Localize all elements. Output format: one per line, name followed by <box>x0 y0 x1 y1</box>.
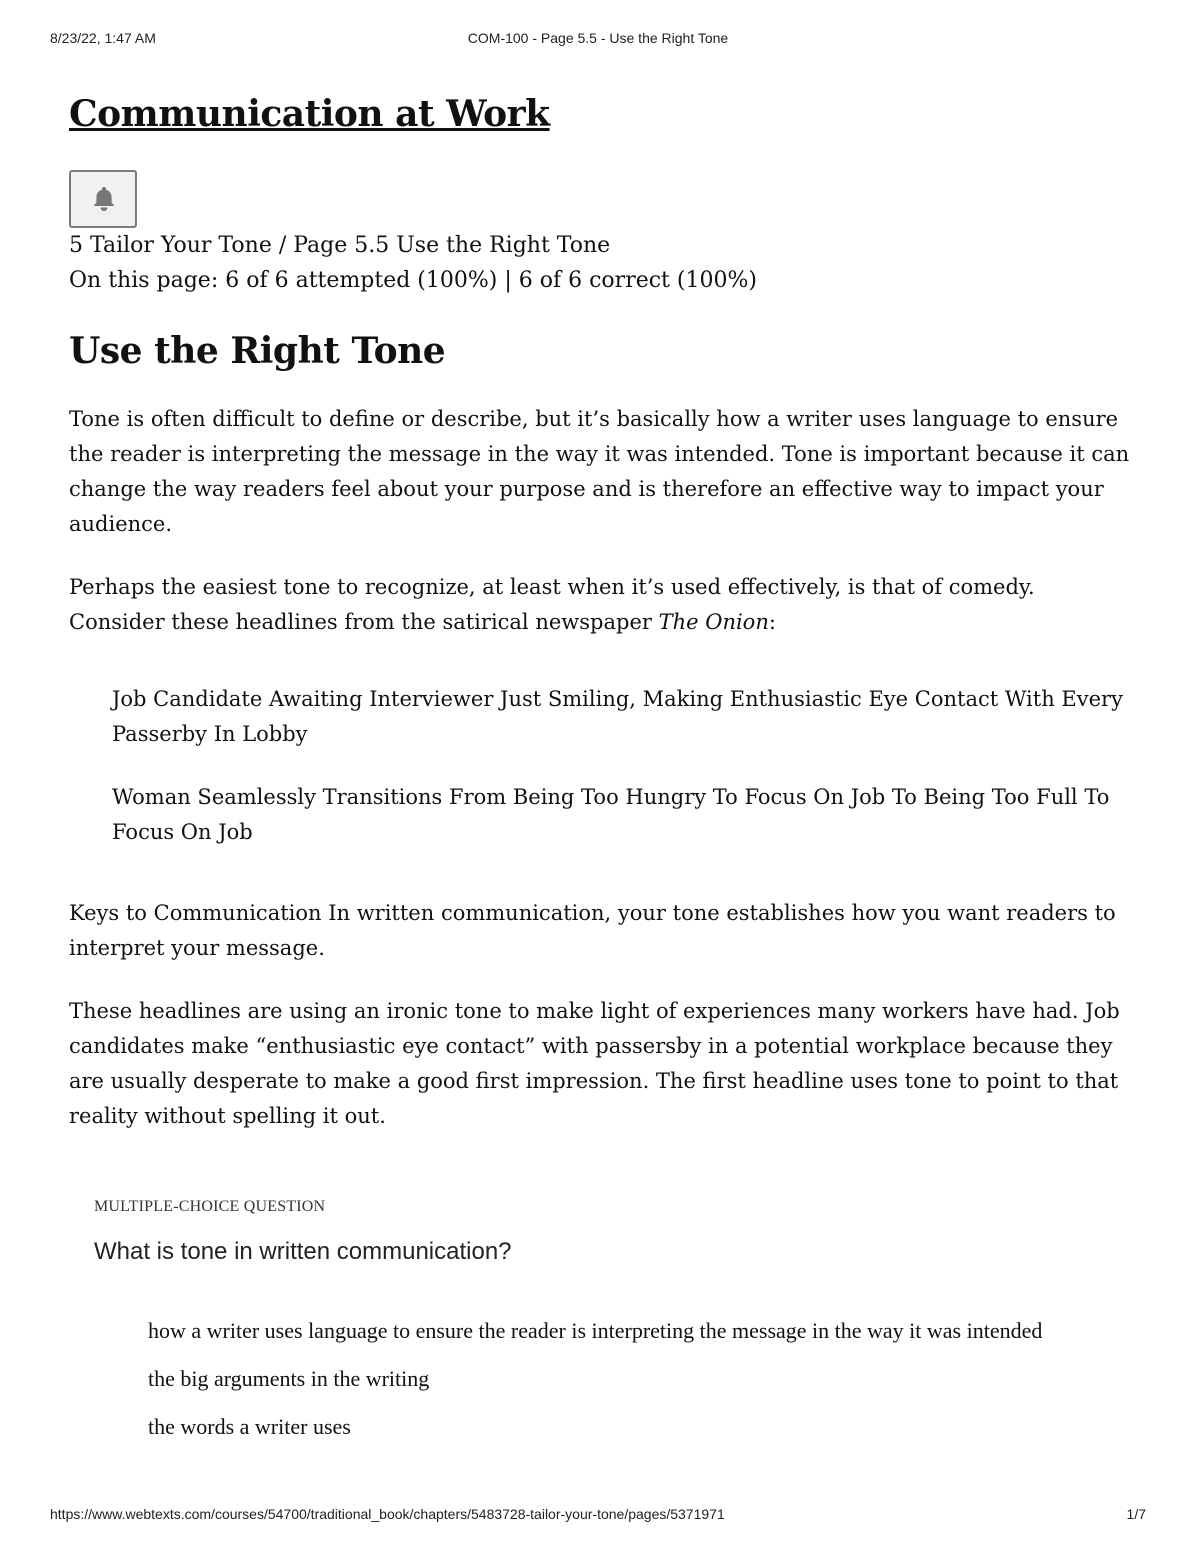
paragraph-tone-definition: Tone is often difficult to define or describe, but it’s basically how a writer uses language to ensure the reader is interpreting the message in the way it was intended. Tone is important because it can change the way readers feel about your purpose and is therefore an effective way to impact your audience. <box>69 407 1130 536</box>
answer-option[interactable]: how a writer uses language to ensure the reader is interpreting the message in the way it was intended <box>148 1318 1043 1343</box>
bell-icon <box>90 185 118 213</box>
answer-options <box>148 1312 1078 1446</box>
book-title-link[interactable]: Communication at Work <box>69 93 550 135</box>
answer-option[interactable]: the words a writer uses <box>148 1414 351 1439</box>
page-content <box>69 88 1134 1134</box>
headline-quotes <box>112 682 1134 850</box>
paragraph-comedy-suffix: : <box>768 610 776 634</box>
breadcrumb: 5 Tailor Your Tone / Page 5.5 Use the Right Tone <box>69 233 611 258</box>
paragraph-comedy-intro <box>69 570 1134 640</box>
multiple-choice-question <box>94 1198 1094 1456</box>
headline-quote: Job Candidate Awaiting Interviewer Just Smiling, Making Enthusiastic Eye Contact With Every Passerby In Lobby <box>112 687 1123 746</box>
page-progress-status: On this page: 6 of 6 attempted (100%) | 6 of 6 correct (100%) <box>69 268 757 293</box>
print-url: https://www.webtexts.com/courses/54700/traditional_book/chapters/5483728-tailor-your-tone/pages/5371971 <box>50 1506 725 1522</box>
print-datetime: 8/23/22, 1:47 AM <box>50 30 156 46</box>
headline-quote: Woman Seamlessly Transitions From Being Too Hungry To Focus On Job To Being Too Full To Focus On Job <box>112 785 1110 844</box>
paragraph-keys-to-communication: Keys to Communication In written communication, your tone establishes how you want readers to interpret your message. <box>69 901 1116 960</box>
print-document-title: COM-100 - Page 5.5 - Use the Right Tone <box>467 30 729 46</box>
question-prompt: What is tone in written communication? <box>94 1238 512 1265</box>
publication-name: The Onion <box>658 610 769 634</box>
paragraph-comedy-text: Perhaps the easiest tone to recognize, at least when it’s used effectively, is that of comedy. Consider these headlines from the satirical newspaper <box>69 575 1035 634</box>
answer-option[interactable]: the big arguments in the writing <box>148 1366 430 1391</box>
notification-button[interactable] <box>69 170 137 228</box>
paragraph-ironic-tone: These headlines are using an ironic tone to make light of experiences many workers have had. Job candidates make “enthusiastic eye contact” with passersby in a potential workplace because they are usually desperate to make a good first impression. The first headline uses tone to point to that reality without spelling it out. <box>69 999 1120 1128</box>
print-page-number: 1/7 <box>1126 1506 1146 1522</box>
page-title: Use the Right Tone <box>69 330 446 372</box>
question-type-label: MULTIPLE-CHOICE QUESTION <box>94 1198 326 1215</box>
print-footer <box>50 1506 1146 1526</box>
print-header <box>50 30 1146 50</box>
